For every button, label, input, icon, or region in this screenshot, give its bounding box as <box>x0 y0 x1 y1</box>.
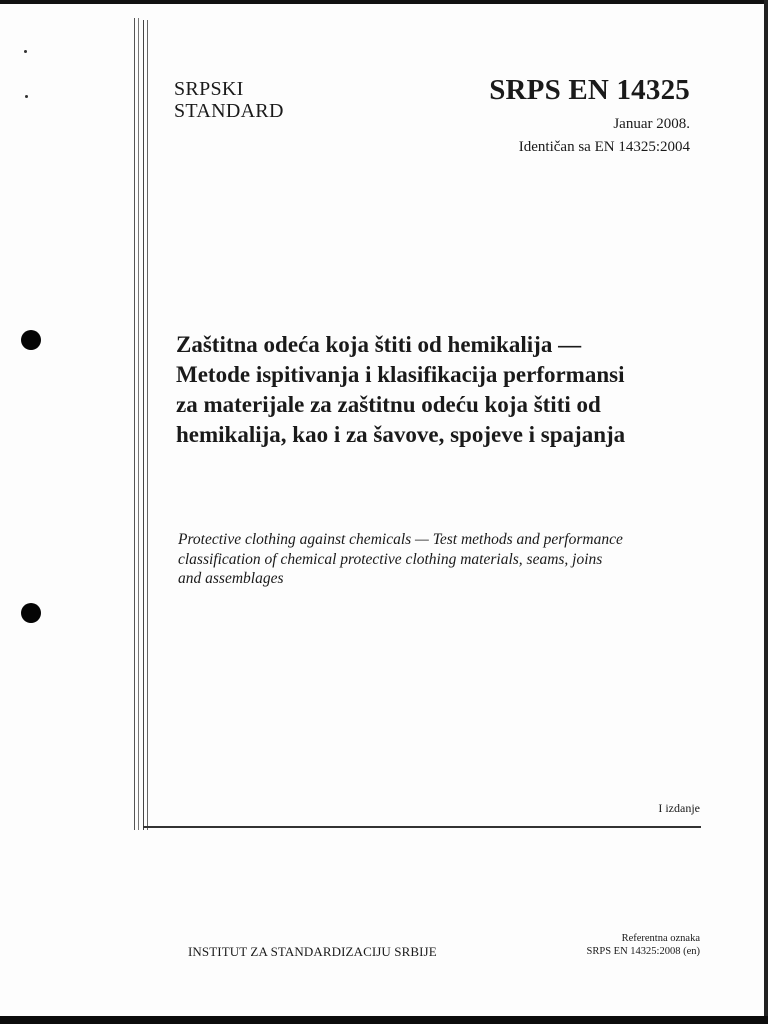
title-line: za materijale za zaštitnu odeću koja štiti od <box>176 392 601 417</box>
bottom-rule <box>143 826 701 828</box>
margin-rule <box>143 20 144 830</box>
scan-edge-right <box>764 0 768 1024</box>
publication-date: Januar 2008. <box>613 116 690 132</box>
identical-to-note: Identičan sa EN 14325:2004 <box>518 139 690 155</box>
binder-hole-upper <box>21 330 41 350</box>
title-english <box>178 530 718 589</box>
reference-code: SRPS EN 14325:2008 (en) <box>586 946 700 957</box>
title-line: classification of chemical protective clothing materials, seams, joins <box>178 550 603 568</box>
standard-type-line: STANDARD <box>174 100 284 122</box>
scan-edge-top <box>0 0 768 4</box>
scan-speck <box>25 95 28 98</box>
margin-rule <box>138 18 139 830</box>
title-line: Protective clothing against chemicals — Test methods and performance <box>178 531 623 548</box>
reference-label: Referentna oznaka <box>621 933 700 944</box>
title-line: hemikalija, kao i za šavove, spojeve i spajanja <box>176 422 626 447</box>
standard-type-line: SRPSKI <box>174 78 244 100</box>
standard-type-label <box>174 78 284 122</box>
title-serbian <box>176 330 716 450</box>
institute-name: INSTITUT ZA STANDARDIZACIJU SRBIJE <box>188 944 437 959</box>
title-line: Zaštitna odeća koja štiti od hemikalija — <box>176 332 582 357</box>
standard-code: SRPS EN 14325 <box>489 74 690 106</box>
edition-label: I izdanje <box>658 801 700 815</box>
reference-designation <box>587 932 700 958</box>
binder-hole-lower <box>21 603 41 623</box>
scan-edge-bottom <box>0 1016 768 1024</box>
margin-rule <box>147 20 148 830</box>
title-line: and assemblages <box>178 570 284 587</box>
margin-rule <box>134 18 135 830</box>
scan-speck <box>24 50 27 53</box>
title-line: Metode ispitivanja i klasifikacija performansi <box>176 362 625 387</box>
